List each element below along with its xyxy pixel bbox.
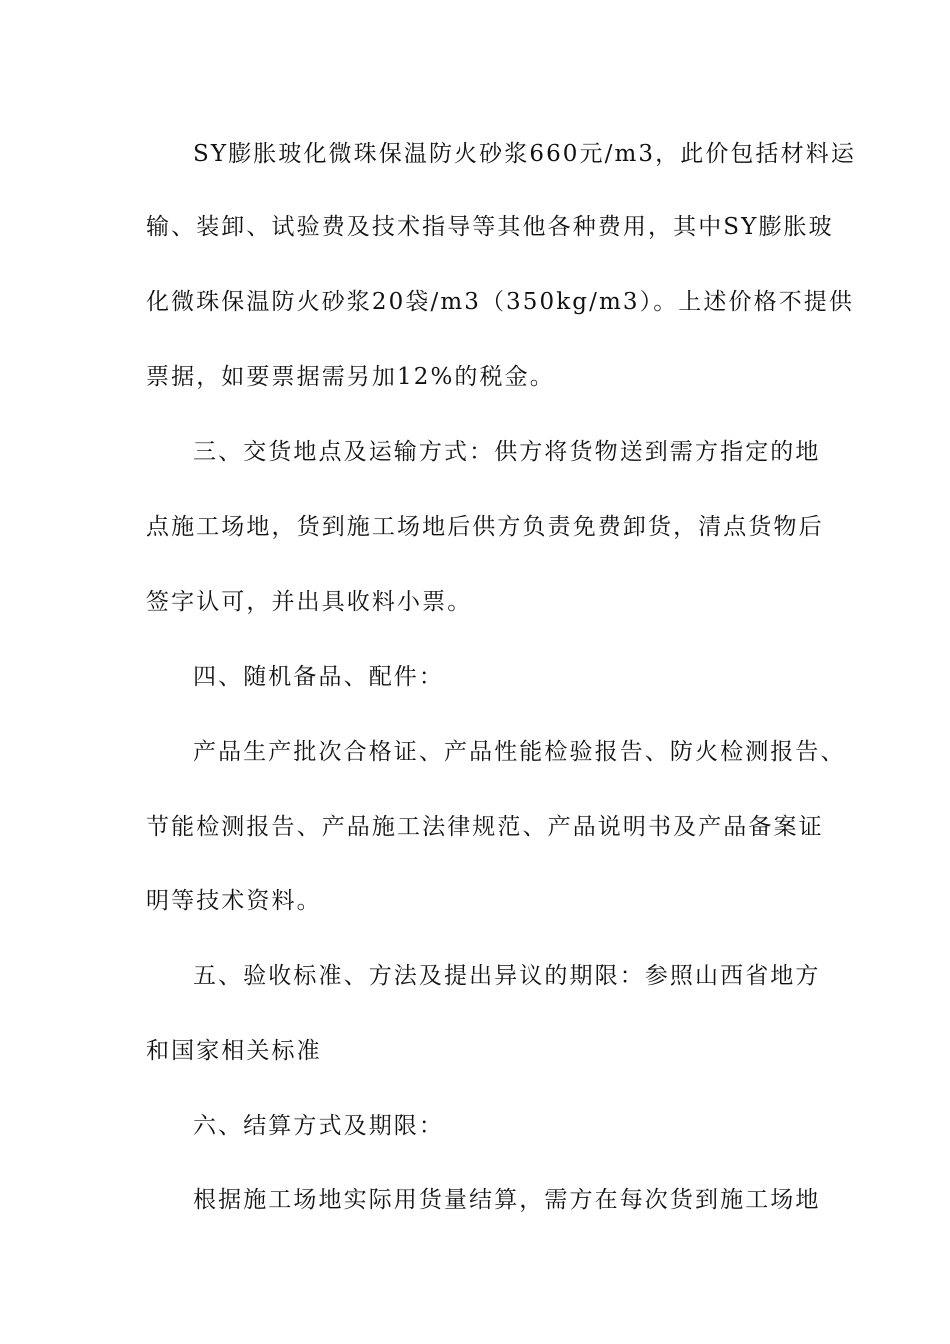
paragraph-price-line-2: 输、装卸、试验费及技术指导等其他各种费用，其中SY膨胀玻 <box>146 214 834 240</box>
paragraph-price-line-4: 票据，如要票据需另加12%的税金。 <box>146 364 555 390</box>
paragraph-settlement-line-1: 根据施工场地实际用货量结算，需方在每次货到施工场地 <box>193 1187 821 1213</box>
paragraph-accessories-line-1: 产品生产批次合格证、产品性能检验报告、防火检测报告、 <box>193 739 846 765</box>
section-delivery-heading: 三、交货地点及运输方式：供方将货物送到需方指定的地 <box>193 439 821 465</box>
paragraph-accessories-line-3: 明等技术资料。 <box>146 888 322 914</box>
section-accessories-heading: 四、随机备品、配件： <box>193 664 444 690</box>
paragraph-price-line-1: SY膨胀玻化微珠保温防火砂浆660元/m3，此价包括材料运 <box>193 141 856 167</box>
section-delivery-line-3: 签字认可，并出具收料小票。 <box>146 589 473 615</box>
section-acceptance-line-2: 和国家相关标准 <box>146 1038 322 1064</box>
section-settlement-heading: 六、结算方式及期限： <box>193 1113 444 1139</box>
paragraph-accessories-line-2: 节能检测报告、产品施工法律规范、产品说明书及产品备案证 <box>146 814 824 840</box>
paragraph-price-line-3: 化微珠保温防火砂浆20袋/m3（350kg/m3）。上述价格不提供 <box>146 289 855 315</box>
section-acceptance-heading: 五、验收标准、方法及提出异议的期限：参照山西省地方 <box>193 963 821 989</box>
section-delivery-line-2: 点施工场地，货到施工场地后供方负责免费卸货，清点货物后 <box>146 514 824 540</box>
